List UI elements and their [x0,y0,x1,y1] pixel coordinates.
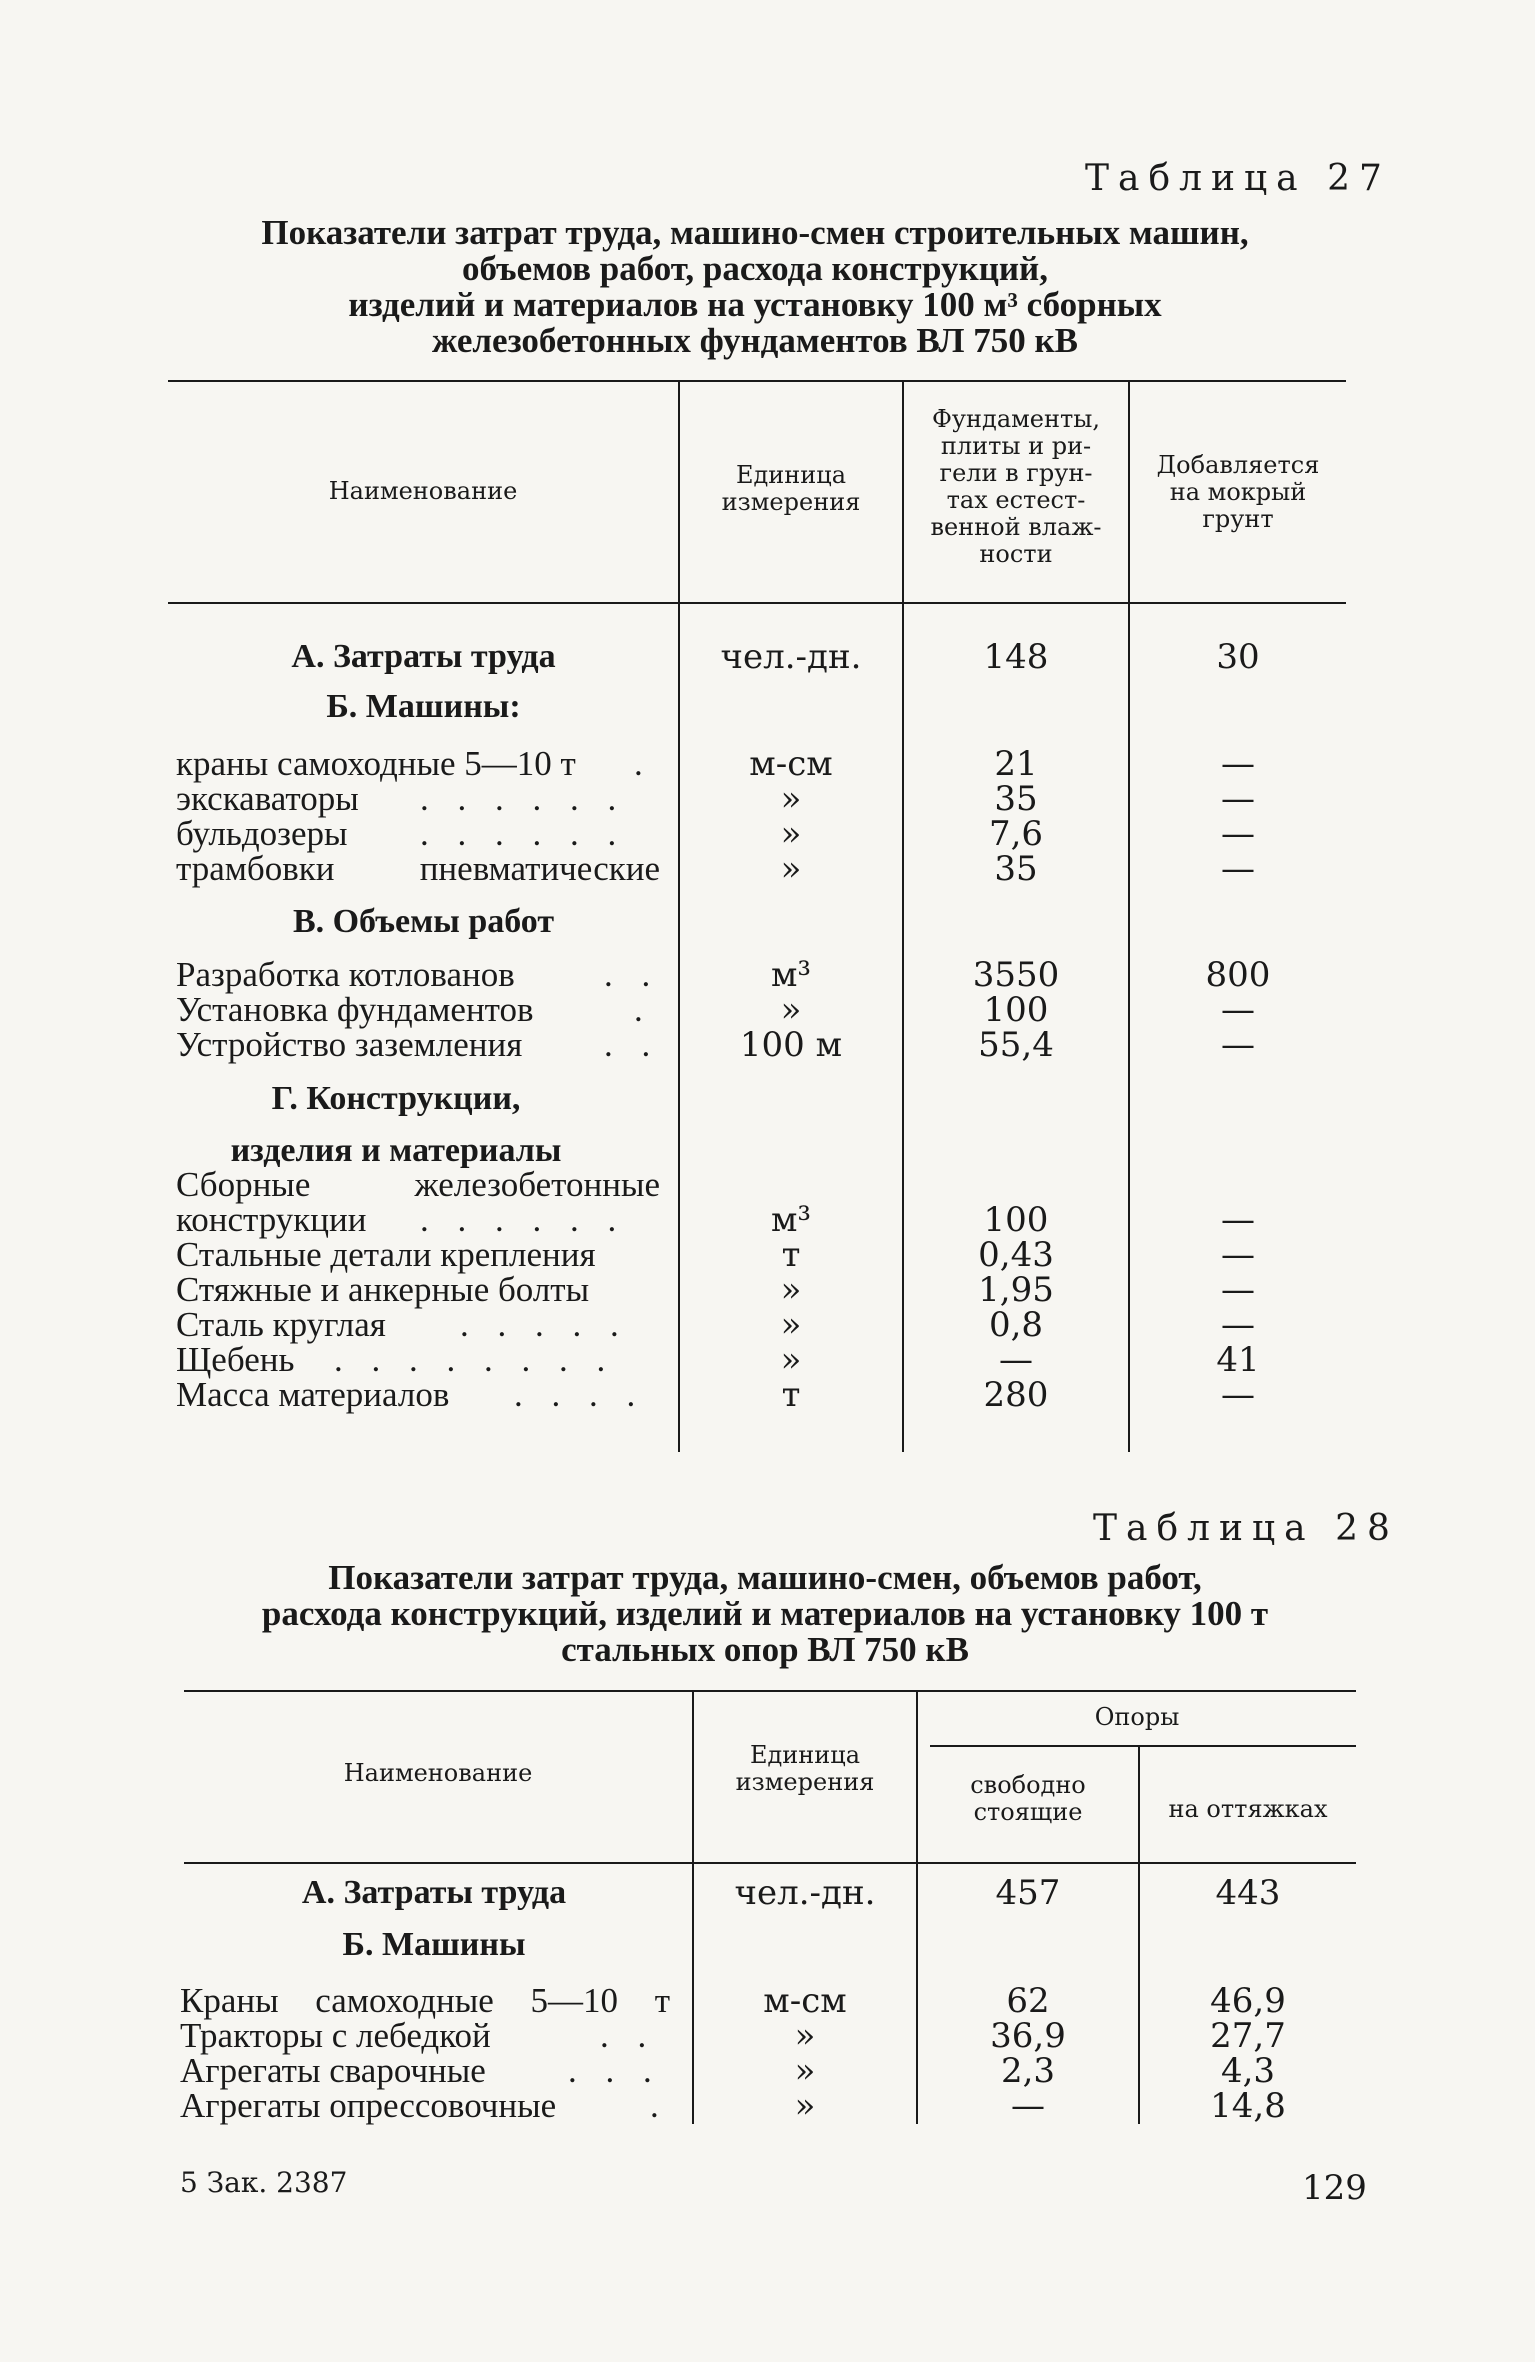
row-unit: » [780,1340,802,1380]
row-value-1: 1,95 [978,1270,1054,1310]
table-row [0,1134,1535,1168]
row-name: Щебень [176,1340,295,1379]
row-name: Масса материалов [176,1375,450,1414]
header-line: измерения [735,1768,875,1796]
table-row [0,2016,1535,2056]
row-name: Б. Машины [342,1926,526,1963]
table27-caption: Таблица 27 [1085,158,1391,199]
row-value-2: — [1221,1200,1255,1240]
table-row [0,1165,1535,1204]
row-unit: » [794,2051,816,2091]
row-name: Агрегаты сварочные [180,2051,486,2090]
row-value-2: — [1221,1025,1255,1065]
header-line: Фундаменты, [932,405,1100,433]
row-unit: » [794,2016,816,2056]
table-row [0,1375,1535,1415]
row-value-1: 100 [983,1200,1049,1240]
row-unit: т [781,1235,801,1275]
row-value-2: 443 [1215,1873,1281,1913]
table28-caption: Таблица 28 [1093,1508,1399,1549]
table-row [0,744,1535,784]
row-value-1: 0,8 [988,1305,1044,1345]
row-unit: м³ [770,955,812,995]
row-value-1: 55,4 [978,1025,1054,1065]
table27-top-rule [168,380,1346,382]
header-line: грунт [1202,505,1274,533]
row-leader-dots: . [634,744,653,783]
table-row [0,849,1535,889]
row-value-1: 0,43 [978,1235,1054,1275]
row-name: Стяжные и анкерные болты [176,1270,590,1309]
row-value-1: 35 [994,849,1038,889]
row-leader-dots: . . . . . . [420,1200,627,1239]
row-value-2: — [1221,1375,1255,1415]
row-value-1: 7,6 [988,814,1044,854]
header-line: Добавляется [1156,451,1320,479]
table27-header-col1 [904,406,1128,568]
table-row [0,690,1535,724]
table-row [0,905,1535,939]
row-unit: » [780,1270,802,1310]
row-unit: м³ [770,1200,812,1240]
row-value-1: 2,3 [1000,2051,1056,2091]
row-value-2: 800 [1205,955,1271,995]
row-value-2: 46,9 [1210,1981,1286,2021]
row-unit: м-см [763,1981,847,2021]
table28-header-rule [184,1862,1356,1864]
row-name: Краны самоходные 5—10 т [180,1981,670,2020]
print-order-note: 5 Зак. 2387 [180,2166,348,2199]
table28-top-rule [184,1690,1356,1692]
header-line: стоящие [973,1798,1083,1826]
row-unit: м-см [749,744,833,784]
row-name: Устройство заземления [176,1025,523,1064]
row-value-2: — [1221,849,1255,889]
row-value-1: — [1011,2086,1045,2126]
table-row [0,1082,1535,1116]
table28-header-col2: на оттяжках [1168,1795,1328,1823]
row-value-2: — [1221,814,1255,854]
table-row [0,814,1535,854]
row-leader-dots: . . . . [514,1375,646,1414]
row-leader-dots: . . [604,1025,661,1064]
row-unit: » [780,1305,802,1345]
row-unit: чел.-дн. [720,637,862,677]
row-unit: чел.-дн. [734,1873,876,1913]
table27-title-line: железобетонных фундаментов ВЛ 750 кВ [431,321,1079,360]
row-value-2: 41 [1216,1340,1260,1380]
table27-title-line: Показатели затрат труда, машино-смен строительных машин, [261,213,1249,252]
row-value-2: 4,3 [1220,2051,1276,2091]
table28-header-unit [694,1742,916,1796]
table-row [0,1200,1535,1240]
table28-group-rule [930,1745,1356,1747]
table-row [0,1981,1535,2021]
row-leader-dots: . [634,990,653,1029]
table28-header-col1 [918,1772,1138,1826]
row-value-1: 35 [994,779,1038,819]
header-line: гели в грун- [939,459,1093,487]
header-line: Единица [749,1741,861,1769]
header-line: плиты и ри- [940,432,1092,460]
header-line: измерения [721,488,861,516]
header-line: Единица [735,461,847,489]
row-value-1: 62 [1006,1981,1050,2021]
row-value-2: 14,8 [1210,2086,1286,2126]
table-row [0,1928,1535,1962]
table-row [0,1235,1535,1275]
row-value-2: — [1221,1305,1255,1345]
table27-title-line: изделий и материалов на установку 100 м³ сборных [348,285,1162,324]
table27-header-name: Наименование [328,477,518,505]
header-line: венной влаж- [930,513,1102,541]
row-leader-dots: . . . . . . [420,779,627,818]
table27-header-col2 [1130,452,1346,533]
header-line: свободно [970,1771,1086,1799]
row-leader-dots: . . . . . [460,1305,629,1344]
row-name: Тракторы с лебедкой [180,2016,491,2055]
table-row [0,1025,1535,1065]
row-value-2: — [1221,1270,1255,1310]
table28-header-group: Опоры [1094,1703,1180,1731]
row-unit: т [781,1375,801,1415]
row-name: экскаваторы [176,779,359,818]
header-line: тах естест- [946,486,1086,514]
row-value-1: 21 [994,744,1038,784]
row-value-2: 27,7 [1210,2016,1286,2056]
row-leader-dots: . . [600,2016,657,2055]
row-name: изделия и материалы [230,1132,562,1169]
row-leader-dots: . [650,2086,669,2125]
row-unit: 100 м [739,1025,843,1065]
row-name: Установка фундаментов [176,990,534,1029]
table-row [0,779,1535,819]
table28-title [180,1560,1350,1668]
table28-title-line: стальных опор ВЛ 750 кВ [561,1630,969,1669]
row-name: краны самоходные 5—10 т [176,744,576,783]
row-name: А. Затраты труда [291,638,556,675]
row-value-1: 36,9 [990,2016,1066,2056]
row-value-1: — [999,1340,1033,1380]
row-name: Б. Машины: [326,688,521,725]
row-unit: » [794,2086,816,2126]
row-unit: » [780,849,802,889]
row-value-1: 100 [983,990,1049,1030]
row-name: Агрегаты опрессовочные [180,2086,557,2125]
table27-header-unit [680,462,902,516]
row-name: Сборные железобетонные [176,1165,660,1204]
table-row [0,1340,1535,1380]
table28-header-name: Наименование [343,1759,533,1787]
row-name: Сталь круглая [176,1305,386,1344]
table-row [0,2051,1535,2091]
row-name: бульдозеры [176,814,348,853]
table-row [0,1873,1535,1913]
row-name: Разработка котлованов [176,955,515,994]
row-name: В. Объемы работ [292,903,555,940]
row-value-2: — [1221,744,1255,784]
row-value-1: 280 [983,1375,1049,1415]
row-leader-dots: . . . [568,2051,662,2090]
table-row [0,1270,1535,1310]
row-name: Стальные детали крепления [176,1235,596,1274]
header-line: на мокрый [1169,478,1307,506]
table-row [0,955,1535,995]
row-value-1: 457 [995,1873,1061,1913]
table28-title-line: расхода конструкций, изделий и материалов на установку 100 т [261,1594,1269,1633]
page-number: 129 [1302,2168,1367,2208]
table-row [0,637,1535,677]
row-value-2: 30 [1216,637,1260,677]
row-value-1: 3550 [972,955,1060,995]
table-row [0,1305,1535,1345]
header-line: ности [979,540,1053,568]
row-name: трамбовки пневматические [176,849,660,888]
row-name: Г. Конструкции, [271,1080,521,1117]
table27-header-rule [168,602,1346,604]
row-leader-dots: . . [604,955,661,994]
row-unit: » [780,814,802,854]
row-leader-dots: . . . . . . . . [334,1340,616,1379]
table-row [0,2086,1535,2126]
row-value-2: — [1221,1235,1255,1275]
row-unit: » [780,990,802,1030]
table27-title [180,215,1330,359]
row-leader-dots: . . . . . . [420,814,627,853]
row-name: конструкции [176,1200,367,1239]
row-value-1: 148 [983,637,1049,677]
table28-title-line: Показатели затрат труда, машино-смен, объемов работ, [328,1558,1202,1597]
table27-title-line: объемов работ, расхода конструкций, [462,249,1048,288]
row-value-2: — [1221,779,1255,819]
row-name: А. Затраты труда [301,1874,567,1911]
row-unit: » [780,779,802,819]
table-row [0,990,1535,1030]
row-value-2: — [1221,990,1255,1030]
